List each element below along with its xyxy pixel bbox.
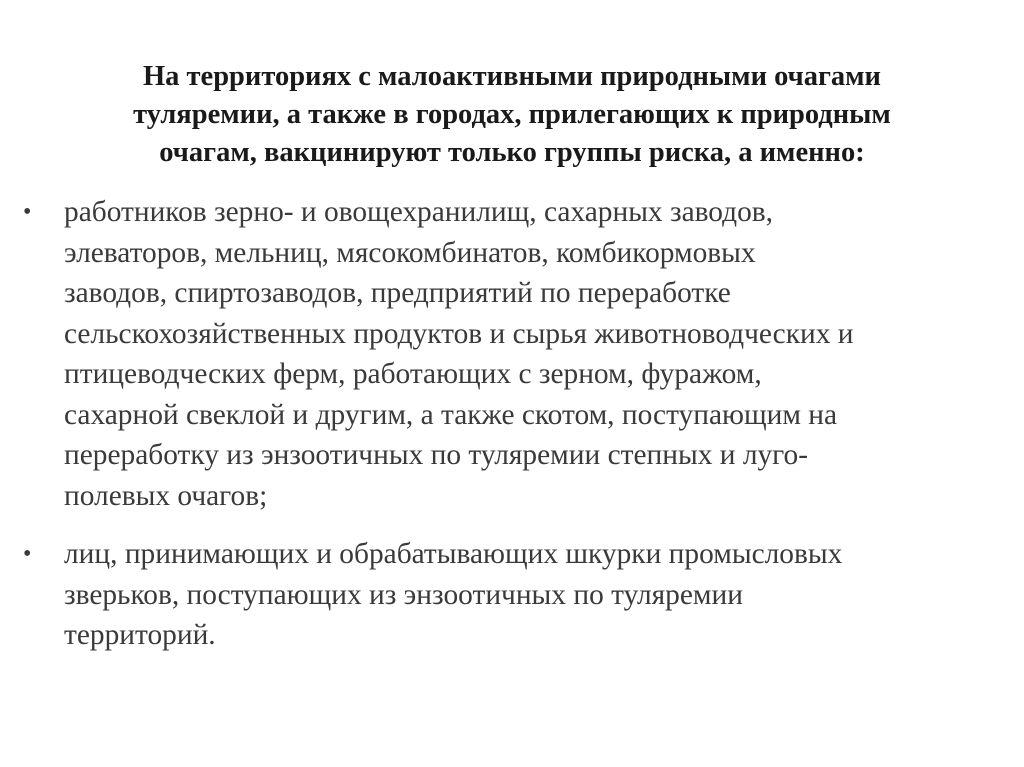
bullet-text-line: сахарной свеклой и другим, а также скотом, поступающим на: [64, 398, 838, 431]
bullet-list: [0, 192, 1024, 674]
bullet-text-line: зверьков, поступающих из энзоотичных по туляремии: [64, 578, 743, 611]
bullet-text-line: полевых очагов;: [64, 479, 268, 512]
bullet-text-line: переработку из энзоотичных по туляремии степных и луго-: [64, 439, 808, 471]
bullet-text-line: заводов, спиртозаводов, предприятий по переработке: [64, 277, 731, 309]
heading-line: На территориях с малоактивными природными очагами: [143, 61, 881, 92]
bullet-text-line: элеваторов, мельниц, мясокомбинатов, комбикормовых: [64, 236, 756, 269]
heading-line: туляремии, а также в городах, прилегающих к природным: [133, 99, 891, 130]
bullet-text-line: сельскохозяйственных продуктов и сырья животноводческих и: [64, 317, 854, 350]
bullet-text-line: работников зерно- и овощехранилищ, сахарных заводов,: [64, 196, 774, 228]
bullet-text-line: птицеводческих ферм, работающих с зерном, фуражом,: [64, 358, 762, 390]
slide-heading: [40, 58, 984, 172]
bullet-item-fur-handlers: [0, 534, 1024, 656]
bullet-item-workers: [0, 192, 1024, 516]
bullet-text-line: территорий.: [64, 619, 216, 651]
bullet-marker: •: [23, 199, 32, 225]
heading-line: очагам, вакцинируют только группы риска, а именно:: [159, 137, 865, 168]
bullet-text-line: лиц, принимающих и обрабатывающих шкурки промысловых: [64, 538, 843, 570]
bullet-marker: •: [23, 541, 32, 567]
